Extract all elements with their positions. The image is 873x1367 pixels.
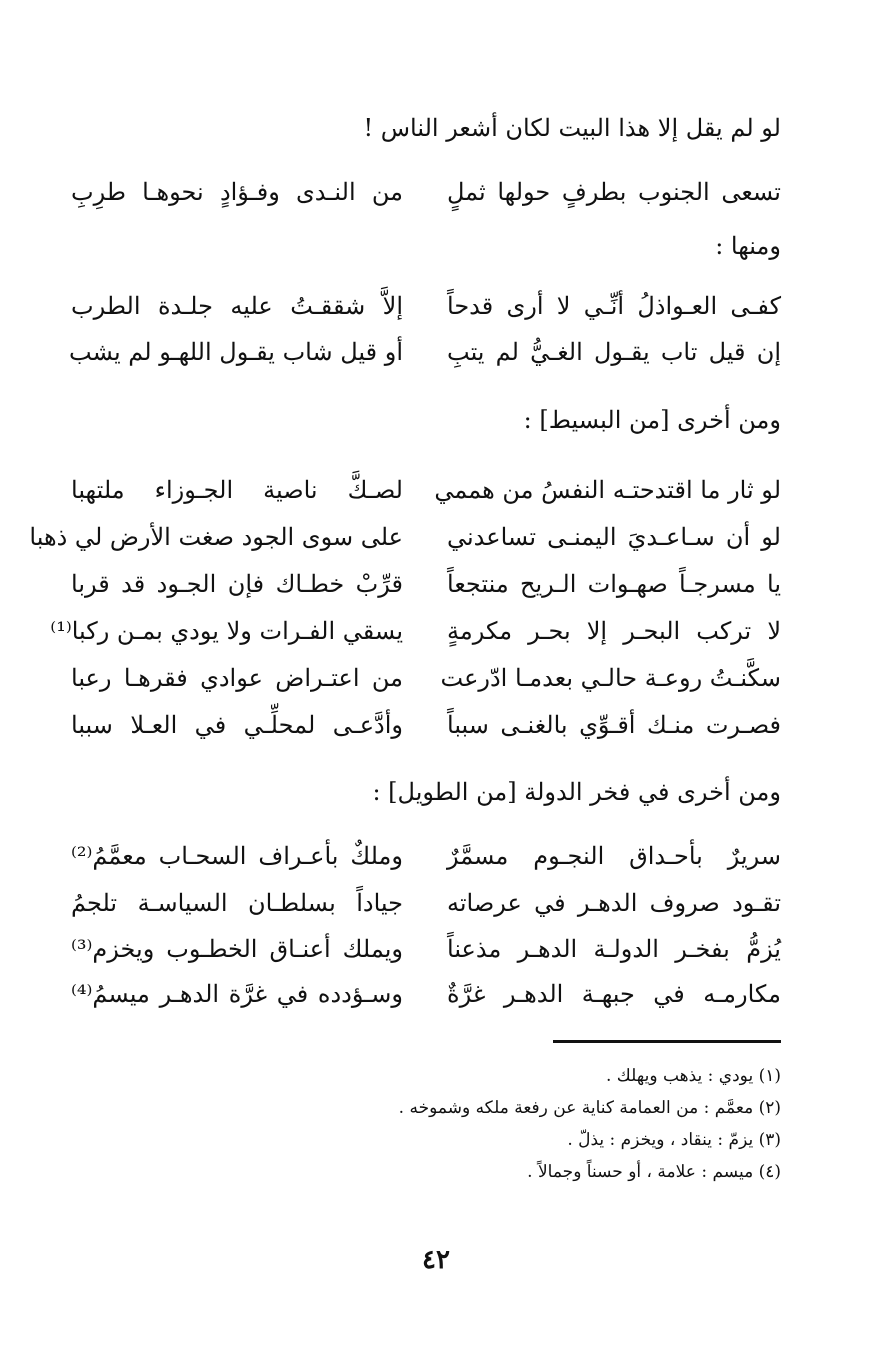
- footnote: (٢) معمَّم : من العمامة كناية عن رفعة ملكه وشموخه .: [398, 1098, 781, 1118]
- verse-line: [0, 836, 873, 876]
- verse-first-hemistich: تقـود صروف الدهـر في عرصاته: [447, 889, 781, 917]
- section-heading: ومن أخرى [من البسيط] :: [523, 406, 781, 434]
- verse-second-hemistich: وأدَّعـى لمحلِّـي في العـلا سببا: [71, 711, 403, 739]
- section-heading: ومنها :: [715, 232, 781, 260]
- verse-line: [0, 611, 873, 651]
- section-heading: ومن أخرى في فخر الدولة [من الطويل] :: [372, 778, 781, 806]
- verse-second-hemistich: لصـكَّ ناصية الجـوزاء ملتهبا: [71, 476, 403, 504]
- verse-second-hemistich: يسقي الفـرات ولا يودي بمـن ركبا⁽¹⁾: [50, 617, 403, 645]
- verse-first-hemistich: لا تركب البحـر إلا بحـر مكرمةٍ: [447, 617, 781, 645]
- verse-second-hemistich: على سوى الجود صغت الأرض لي ذهبا: [29, 523, 403, 551]
- verse-first-hemistich: يا مسرجـاً صهـوات الـريح منتجعاً: [447, 570, 781, 598]
- footnote: (٣) يزمّ : ينقاد ، ويخزم : يذلّ .: [567, 1130, 781, 1150]
- verse-first-hemistich: كفـى العـواذلُ أنِّـي لا أرى قدحاً: [447, 292, 781, 320]
- verse-line: [0, 332, 873, 372]
- verse-second-hemistich: وملكٌ بأعـراف السحـاب معمَّمُ⁽²⁾: [71, 842, 403, 870]
- verse-second-hemistich: من اعتـراض عوادي فقرهـا رعبا: [71, 664, 403, 692]
- verse-second-hemistich: جياداً بسلطـان السياسـة تلجمُ: [71, 889, 403, 917]
- verse-first-hemistich: يُزمُّ بفخـر الدولـة الدهـر مذعناً: [447, 935, 781, 963]
- verse-second-hemistich: أو قيل شاب يقـول اللهـو لم يشب: [69, 338, 403, 366]
- verse-second-hemistich: إلاَّ شققـتُ عليه جلـدة الطرب: [71, 292, 403, 320]
- verse-first-hemistich: إن قيل تاب يقـول الغـيُّ لم يتبِ: [447, 338, 781, 366]
- verse-second-hemistich: قرِّبْ خطـاك فإن الجـود قد قربا: [71, 570, 403, 598]
- verse-line: [0, 564, 873, 604]
- verse-first-hemistich: سكَّنـتُ روعـة حالـي بعدمـا ادّرعت: [440, 664, 781, 692]
- verse-first-hemistich: سريرٌ بأحـداق النجـوم مسمَّرٌ: [447, 842, 781, 870]
- verse-first-hemistich: تسعى الجنوب بطرفٍ حولها ثملٍ: [447, 178, 781, 206]
- verse-second-hemistich: ويملك أعنـاق الخطـوب ويخزم⁽³⁾: [71, 935, 403, 963]
- page-number: ٤٢: [422, 1245, 450, 1275]
- footnote-divider: [553, 1040, 781, 1043]
- verse-line: [0, 517, 873, 557]
- verse-second-hemistich: وسـؤدده في غرَّة الدهـر ميسمُ⁽⁴⁾: [71, 980, 403, 1008]
- verse-line: [0, 286, 873, 326]
- verse-first-hemistich: فصـرت منـك أقـوِّي بالغنـى سبباً: [447, 711, 781, 739]
- verse-first-hemistich: لو أن سـاعـديَ اليمنـى تساعدني: [447, 523, 781, 551]
- verse-line: [0, 883, 873, 923]
- footnote: (٤) ميسم : علامة ، أو حسناً وجمالاً .: [527, 1162, 781, 1182]
- verse-line: [0, 172, 873, 212]
- verse-first-hemistich: لو ثار ما اقتدحتـه النفسُ من هممي: [434, 476, 781, 504]
- verse-line: [0, 705, 873, 745]
- verse-line: [0, 929, 873, 969]
- verse-line: [0, 658, 873, 698]
- verse-line: [0, 470, 873, 510]
- intro-line: لو لم يقل إلا هذا البيت لكان أشعر الناس !: [363, 114, 781, 142]
- verse-line: [0, 974, 873, 1014]
- footnote: (١) يودي : يذهب ويهلك .: [606, 1066, 781, 1086]
- verse-first-hemistich: مكارمـه في جبهـة الدهـر غرَّةٌ: [447, 980, 781, 1008]
- verse-second-hemistich: من النـدى وفـؤادٍ نحوهـا طرِبِ: [71, 178, 403, 206]
